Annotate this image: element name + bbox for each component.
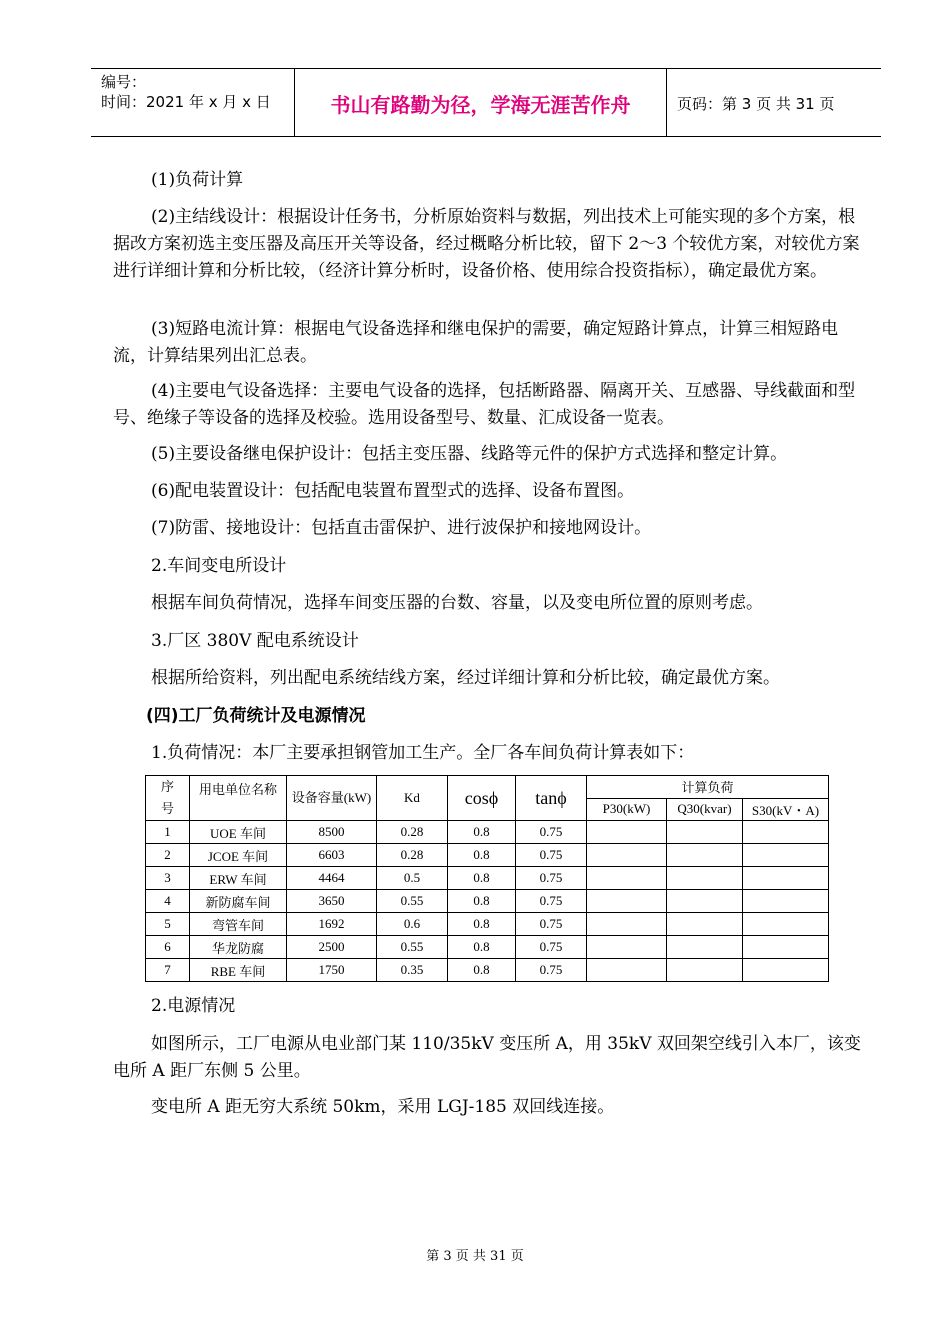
cell-p30 xyxy=(587,913,667,936)
cell-seq: 7 xyxy=(146,959,190,982)
cell-capacity: 2500 xyxy=(287,936,377,959)
workshop-substation-text: 根据车间负荷情况，选择车间变压器的台数、容量，以及变电所位置的原则考虑。 xyxy=(151,593,763,613)
cell-cos: 0.8 xyxy=(448,936,516,959)
cell-q30 xyxy=(667,844,743,867)
table-row xyxy=(146,913,829,936)
page-footer: 第 3 页 共 31 页 xyxy=(426,1249,524,1264)
cell-seq: 5 xyxy=(146,913,190,936)
cell-capacity: 4464 xyxy=(287,867,377,890)
load-calculation-table xyxy=(145,775,829,982)
heading-power-source: 2.电源情况 xyxy=(151,996,236,1016)
cell-cos: 0.8 xyxy=(448,844,516,867)
header-meta-cell xyxy=(91,69,294,136)
cell-cos: 0.8 xyxy=(448,890,516,913)
infinite-system-text: 变电所 A 距无穷大系统 50km，采用 LGJ-185 双回线连接。 xyxy=(151,1097,615,1117)
cell-q30 xyxy=(667,913,743,936)
cell-p30 xyxy=(587,867,667,890)
header-s30: S30(kV・A) xyxy=(743,798,829,821)
cell-seq: 6 xyxy=(146,936,190,959)
header-p30: P30(kW) xyxy=(587,798,667,821)
cell-q30 xyxy=(667,867,743,890)
document-time-label: 时间：2021 年 x 月 x 日 xyxy=(101,93,271,111)
table-row xyxy=(146,936,829,959)
item-equipment-selection: (4)主要电气设备选择：主要电气设备的选择，包括断路器、隔离开关、互感器、导线截面和型号、绝缘子等设备的选择及校验。选用设备型号、数量、汇成设备一览表。 xyxy=(113,381,856,428)
cell-seq: 4 xyxy=(146,890,190,913)
table-row xyxy=(146,844,829,867)
heading-workshop-substation: 2.车间变电所设计 xyxy=(151,556,287,576)
cell-tan: 0.75 xyxy=(516,890,587,913)
header-q30: Q30(kvar) xyxy=(667,798,743,821)
cell-name: JCOE 车间 xyxy=(190,844,287,867)
cell-name: RBE 车间 xyxy=(190,959,287,982)
cell-tan: 0.75 xyxy=(516,867,587,890)
page-code: 页码：第 3 页 共 31 页 xyxy=(677,95,835,113)
cell-name: ERW 车间 xyxy=(190,867,287,890)
cell-cos: 0.8 xyxy=(448,867,516,890)
cell-name: 新防腐车间 xyxy=(190,890,287,913)
cell-p30 xyxy=(587,959,667,982)
section-heading-load-power: (四)工厂负荷统计及电源情况 xyxy=(146,706,366,726)
cell-kd: 0.55 xyxy=(377,936,448,959)
cell-kd: 0.28 xyxy=(377,844,448,867)
cell-tan: 0.75 xyxy=(516,844,587,867)
document-number-label: 编号： xyxy=(101,73,147,91)
cell-tan: 0.75 xyxy=(516,821,587,844)
cell-capacity: 6603 xyxy=(287,844,377,867)
item-load-calc: (1)负荷计算 xyxy=(151,170,244,190)
cell-seq: 3 xyxy=(146,867,190,890)
cell-cos: 0.8 xyxy=(448,959,516,982)
cell-kd: 0.28 xyxy=(377,821,448,844)
table-row xyxy=(146,959,829,982)
item-short-circuit: (3)短路电流计算：根据电气设备选择和继电保护的需要，确定短路计算点，计算三相短路电流，计算结果列出汇总表。 xyxy=(113,319,839,366)
header-unit-name: 用电单位名称 xyxy=(190,776,287,821)
table-row xyxy=(146,890,829,913)
header-kd: Kd xyxy=(377,776,448,821)
item-relay-protection: (5)主要设备继电保护设计：包括主变压器、线路等元件的保护方式选择和整定计算。 xyxy=(151,444,788,464)
cell-tan: 0.75 xyxy=(516,959,587,982)
header-motto-cell xyxy=(294,69,667,136)
page-header xyxy=(91,68,881,137)
table-row xyxy=(146,821,829,844)
header-cos: cosϕ xyxy=(448,776,516,821)
cell-capacity: 1750 xyxy=(287,959,377,982)
cell-name: UOE 车间 xyxy=(190,821,287,844)
load-situation-text: 1.负荷情况：本厂主要承担钢管加工生产。全厂各车间负荷计算表如下： xyxy=(151,743,695,763)
cell-s30 xyxy=(743,844,829,867)
cell-s30 xyxy=(743,936,829,959)
380v-system-text: 根据所给资料，列出配电系统结线方案，经过详细计算和分析比较，确定最优方案。 xyxy=(151,668,780,688)
cell-kd: 0.35 xyxy=(377,959,448,982)
cell-s30 xyxy=(743,821,829,844)
cell-s30 xyxy=(743,890,829,913)
cell-q30 xyxy=(667,959,743,982)
cell-s30 xyxy=(743,959,829,982)
header-page-cell xyxy=(667,69,881,136)
header-calc-load: 计算负荷 xyxy=(587,776,829,799)
cell-seq: 2 xyxy=(146,844,190,867)
cell-q30 xyxy=(667,936,743,959)
cell-q30 xyxy=(667,890,743,913)
cell-p30 xyxy=(587,936,667,959)
cell-capacity: 8500 xyxy=(287,821,377,844)
cell-p30 xyxy=(587,890,667,913)
heading-380v-system: 3.厂区 380V 配电系统设计 xyxy=(151,631,359,651)
cell-name: 华龙防腐 xyxy=(190,936,287,959)
header-capacity: 设备容量(kW) xyxy=(287,776,377,821)
cell-p30 xyxy=(587,844,667,867)
cell-capacity: 3650 xyxy=(287,890,377,913)
item-main-wiring: (2)主结线设计：根据设计任务书，分析原始资料与数据，列出技术上可能实现的多个方案，根据改方案初选主变压器及高压开关等设备，经过概略分析比较，留下 2～3 个较优方案，对较优方案进行详细计算和分析比较，（经济计算分析时，设备价格、使用综合投资指标），确定最优方案。 xyxy=(113,207,860,281)
cell-p30 xyxy=(587,821,667,844)
cell-tan: 0.75 xyxy=(516,913,587,936)
table-row xyxy=(146,867,829,890)
cell-name: 弯管车间 xyxy=(190,913,287,936)
power-source-text: 如图所示，工厂电源从电业部门某 110/35kV 变压所 A，用 35kV 双回架空线引入本厂，该变电所 A 距厂东侧 5 公里。 xyxy=(113,1034,861,1081)
cell-cos: 0.8 xyxy=(448,913,516,936)
header-seq: 序号 xyxy=(146,776,190,821)
header-tan: tanϕ xyxy=(516,776,587,821)
cell-s30 xyxy=(743,867,829,890)
cell-capacity: 1692 xyxy=(287,913,377,936)
motto-text: 书山有路勤为径，学海无涯苦作舟 xyxy=(330,93,631,117)
item-lightning-grounding: (7)防雷、接地设计：包括直击雷保护、进行波保护和接地网设计。 xyxy=(151,518,652,538)
item-distribution-device: (6)配电装置设计：包括配电装置布置型式的选择、设备布置图。 xyxy=(151,481,635,501)
cell-tan: 0.75 xyxy=(516,936,587,959)
cell-s30 xyxy=(743,913,829,936)
cell-cos: 0.8 xyxy=(448,821,516,844)
cell-q30 xyxy=(667,821,743,844)
cell-kd: 0.5 xyxy=(377,867,448,890)
cell-kd: 0.6 xyxy=(377,913,448,936)
cell-kd: 0.55 xyxy=(377,890,448,913)
cell-seq: 1 xyxy=(146,821,190,844)
